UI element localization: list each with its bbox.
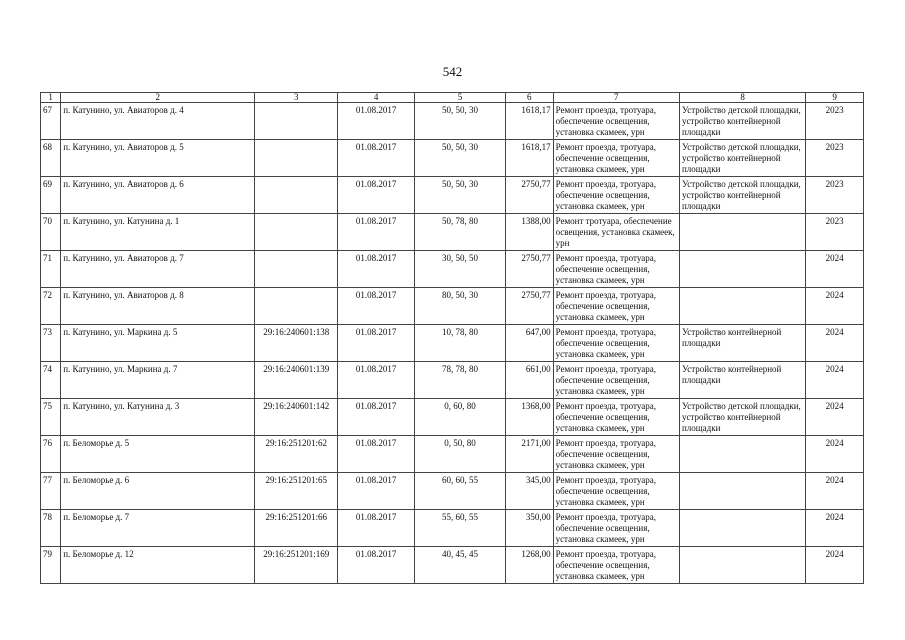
values-cell: 50, 50, 30	[415, 103, 506, 140]
address-cell: п. Беломорье д. 12	[61, 547, 255, 584]
values-cell: 40, 45, 45	[415, 547, 506, 584]
page-number: 542	[442, 64, 463, 79]
column-number-row	[41, 93, 864, 103]
area-cell: 1388,00	[506, 214, 554, 251]
year-cell: 2024	[806, 399, 864, 436]
values-cell: 60, 60, 55	[415, 473, 506, 510]
table-row	[41, 177, 864, 214]
row-number: 68	[41, 140, 61, 177]
values-cell: 78, 78, 80	[415, 362, 506, 399]
works-cell: Ремонт проезда, тротуара, обеспечение освещения, установка скамеек, урн	[553, 510, 679, 547]
column-number: 6	[506, 93, 554, 103]
date-cell: 01.08.2017	[338, 103, 415, 140]
values-cell: 50, 50, 30	[415, 140, 506, 177]
area-cell: 1618,17	[506, 103, 554, 140]
address-cell: п. Беломорье д. 6	[61, 473, 255, 510]
column-number: 4	[338, 93, 415, 103]
row-number: 70	[41, 214, 61, 251]
row-number: 79	[41, 547, 61, 584]
values-cell: 0, 60, 80	[415, 399, 506, 436]
additional-works-cell	[679, 288, 805, 325]
values-cell: 50, 50, 30	[415, 177, 506, 214]
area-cell: 1618,17	[506, 140, 554, 177]
additional-works-cell: Устройство контейнерной площадки	[679, 325, 805, 362]
area-cell: 345,00	[506, 473, 554, 510]
table-row	[41, 436, 864, 473]
values-cell: 50, 78, 80	[415, 214, 506, 251]
table-row	[41, 140, 864, 177]
date-cell: 01.08.2017	[338, 510, 415, 547]
cadastral-number-cell	[255, 288, 338, 325]
cadastral-number-cell	[255, 214, 338, 251]
address-cell: п. Катунино, ул. Маркина д. 7	[61, 362, 255, 399]
year-cell: 2024	[806, 510, 864, 547]
year-cell: 2023	[806, 103, 864, 140]
table-row	[41, 362, 864, 399]
cadastral-number-cell: 29:16:240601:142	[255, 399, 338, 436]
works-cell: Ремонт проезда, тротуара, обеспечение освещения, установка скамеек, урн	[553, 473, 679, 510]
table-row	[41, 547, 864, 584]
address-cell: п. Катунино, ул. Катунина д. 3	[61, 399, 255, 436]
address-cell: п. Катунино, ул. Авиаторов д. 5	[61, 140, 255, 177]
year-cell: 2023	[806, 140, 864, 177]
additional-works-cell: Устройство детской площадки, устройство контейнерной площадки	[679, 399, 805, 436]
table-row	[41, 325, 864, 362]
area-cell: 2750,77	[506, 288, 554, 325]
year-cell: 2024	[806, 362, 864, 399]
date-cell: 01.08.2017	[338, 473, 415, 510]
table-row	[41, 251, 864, 288]
row-number: 71	[41, 251, 61, 288]
column-number: 8	[679, 93, 805, 103]
works-cell: Ремонт проезда, тротуара, обеспечение освещения, установка скамеек, урн	[553, 436, 679, 473]
values-cell: 10, 78, 80	[415, 325, 506, 362]
date-cell: 01.08.2017	[338, 214, 415, 251]
area-cell: 647,00	[506, 325, 554, 362]
column-number: 1	[41, 93, 61, 103]
cadastral-number-cell: 29:16:240601:139	[255, 362, 338, 399]
cadastral-number-cell: 29:16:251201:62	[255, 436, 338, 473]
row-number: 77	[41, 473, 61, 510]
row-number: 73	[41, 325, 61, 362]
cadastral-number-cell: 29:16:251201:66	[255, 510, 338, 547]
date-cell: 01.08.2017	[338, 325, 415, 362]
table-row	[41, 288, 864, 325]
works-cell: Ремонт проезда, тротуара, обеспечение освещения, установка скамеек, урн	[553, 251, 679, 288]
address-cell: п. Катунино, ул. Авиаторов д. 7	[61, 251, 255, 288]
works-cell: Ремонт проезда, тротуара, обеспечение освещения, установка скамеек, урн	[553, 103, 679, 140]
date-cell: 01.08.2017	[338, 288, 415, 325]
values-cell: 0, 50, 80	[415, 436, 506, 473]
additional-works-cell	[679, 214, 805, 251]
cadastral-number-cell: 29:16:251201:65	[255, 473, 338, 510]
table-row	[41, 510, 864, 547]
year-cell: 2024	[806, 473, 864, 510]
column-number: 2	[61, 93, 255, 103]
works-cell: Ремонт проезда, тротуара, обеспечение освещения, установка скамеек, урн	[553, 325, 679, 362]
works-cell: Ремонт тротуара, обеспечение освещения, установка скамеек, урн	[553, 214, 679, 251]
works-cell: Ремонт проезда, тротуара, обеспечение освещения, установка скамеек, урн	[553, 177, 679, 214]
area-cell: 350,00	[506, 510, 554, 547]
additional-works-cell	[679, 510, 805, 547]
year-cell: 2024	[806, 436, 864, 473]
values-cell: 55, 60, 55	[415, 510, 506, 547]
works-cell: Ремонт проезда, тротуара, обеспечение освещения, установка скамеек, урн	[553, 362, 679, 399]
row-number: 74	[41, 362, 61, 399]
date-cell: 01.08.2017	[338, 362, 415, 399]
area-cell: 1268,00	[506, 547, 554, 584]
table-row	[41, 473, 864, 510]
column-number: 7	[553, 93, 679, 103]
cadastral-number-cell	[255, 177, 338, 214]
year-cell: 2024	[806, 547, 864, 584]
additional-works-cell	[679, 547, 805, 584]
works-cell: Ремонт проезда, тротуара, обеспечение освещения, установка скамеек, урн	[553, 140, 679, 177]
additional-works-cell: Устройство детской площадки, устройство контейнерной площадки	[679, 103, 805, 140]
address-cell: п. Катунино, ул. Катунина д. 1	[61, 214, 255, 251]
cadastral-number-cell	[255, 140, 338, 177]
date-cell: 01.08.2017	[338, 547, 415, 584]
row-number: 75	[41, 399, 61, 436]
table-row	[41, 399, 864, 436]
values-cell: 30, 50, 50	[415, 251, 506, 288]
additional-works-cell	[679, 251, 805, 288]
additional-works-cell	[679, 473, 805, 510]
column-number: 9	[806, 93, 864, 103]
cadastral-number-cell: 29:16:240601:138	[255, 325, 338, 362]
column-number: 3	[255, 93, 338, 103]
row-number: 76	[41, 436, 61, 473]
date-cell: 01.08.2017	[338, 140, 415, 177]
table-row	[41, 214, 864, 251]
additional-works-cell: Устройство контейнерной площадки	[679, 362, 805, 399]
works-cell: Ремонт проезда, тротуара, обеспечение освещения, установка скамеек, урн	[553, 288, 679, 325]
improvement-table	[40, 92, 864, 584]
cadastral-number-cell	[255, 103, 338, 140]
date-cell: 01.08.2017	[338, 436, 415, 473]
address-cell: п. Катунино, ул. Авиаторов д. 4	[61, 103, 255, 140]
area-cell: 1368,00	[506, 399, 554, 436]
address-cell: п. Катунино, ул. Авиаторов д. 6	[61, 177, 255, 214]
works-cell: Ремонт проезда, тротуара, обеспечение освещения, установка скамеек, урн	[553, 547, 679, 584]
year-cell: 2024	[806, 288, 864, 325]
cadastral-number-cell: 29:16:251201:169	[255, 547, 338, 584]
cadastral-number-cell	[255, 251, 338, 288]
address-cell: п. Беломорье д. 7	[61, 510, 255, 547]
values-cell: 80, 50, 30	[415, 288, 506, 325]
area-cell: 2750,77	[506, 251, 554, 288]
row-number: 78	[41, 510, 61, 547]
table-row	[41, 103, 864, 140]
year-cell: 2023	[806, 214, 864, 251]
area-cell: 2750,77	[506, 177, 554, 214]
row-number: 67	[41, 103, 61, 140]
year-cell: 2024	[806, 251, 864, 288]
area-cell: 2171,00	[506, 436, 554, 473]
date-cell: 01.08.2017	[338, 399, 415, 436]
address-cell: п. Катунино, ул. Авиаторов д. 8	[61, 288, 255, 325]
year-cell: 2024	[806, 325, 864, 362]
date-cell: 01.08.2017	[338, 177, 415, 214]
column-number: 5	[415, 93, 506, 103]
address-cell: п. Беломорье д. 5	[61, 436, 255, 473]
row-number: 69	[41, 177, 61, 214]
row-number: 72	[41, 288, 61, 325]
area-cell: 661,00	[506, 362, 554, 399]
year-cell: 2023	[806, 177, 864, 214]
additional-works-cell: Устройство детской площадки, устройство контейнерной площадки	[679, 140, 805, 177]
date-cell: 01.08.2017	[338, 251, 415, 288]
additional-works-cell	[679, 436, 805, 473]
additional-works-cell: Устройство детской площадки, устройство контейнерной площадки	[679, 177, 805, 214]
works-cell: Ремонт проезда, тротуара, обеспечение освещения, установка скамеек, урн	[553, 399, 679, 436]
address-cell: п. Катунино, ул. Маркина д. 5	[61, 325, 255, 362]
